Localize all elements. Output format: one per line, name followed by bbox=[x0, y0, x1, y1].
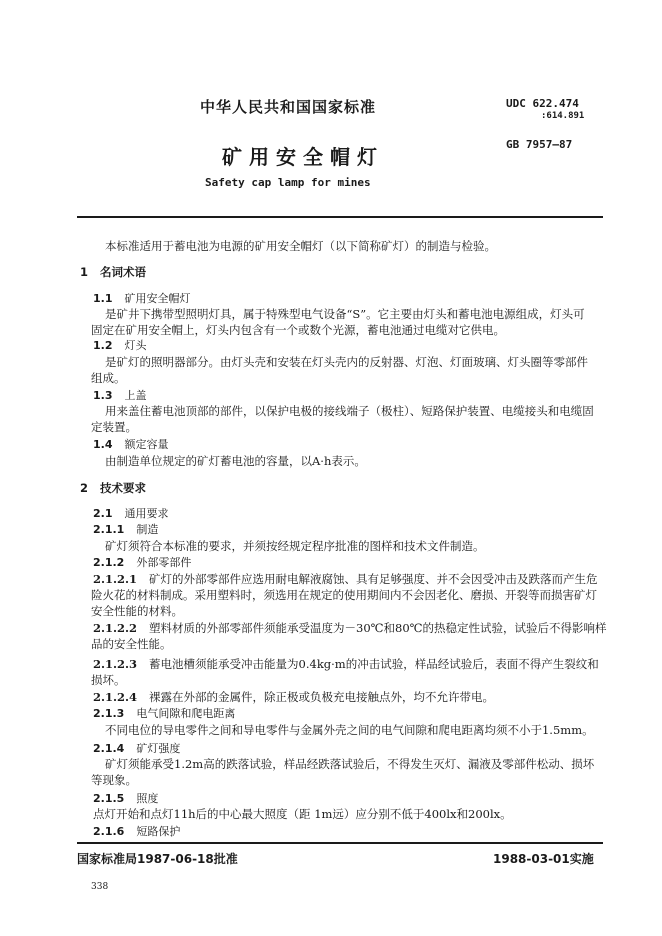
clause-1-3-line-1: 用来盖住蓄电池顶部的部件，以保护电极的接线端子（极柱）、短路保护装置、电缆接头和电缆固 bbox=[105, 404, 594, 418]
udc-code: UDC 622.474 bbox=[506, 97, 579, 110]
clause-title: 外部零部件 bbox=[136, 556, 192, 569]
clause-1-4-heading bbox=[93, 436, 169, 452]
clause-number: 2.1.5 bbox=[93, 792, 125, 805]
clause-title: 矿用安全帽灯 bbox=[124, 292, 191, 305]
header-rule bbox=[77, 216, 603, 218]
gb-number: GB 7957—87 bbox=[506, 138, 573, 151]
clause-number: 2.1.2 bbox=[93, 556, 125, 569]
section-title: 名词术语 bbox=[100, 265, 147, 279]
clause-2-1-2-2-line-1 bbox=[93, 620, 607, 636]
approval-date: 国家标准局1987-06-18批准 bbox=[77, 852, 238, 866]
clause-number: 1.1 bbox=[93, 292, 113, 305]
clause-1-1-heading bbox=[93, 290, 191, 306]
clause-number: 2.1.2.1 bbox=[93, 572, 138, 586]
clause-title: 上盖 bbox=[124, 389, 147, 402]
clause-1-3-heading bbox=[93, 387, 147, 403]
standard-name: 中华人民共和国国家标准 bbox=[200, 98, 377, 116]
clause-2-1-2-3-line-2: 损坏。 bbox=[91, 673, 126, 687]
clause-title: 额定容量 bbox=[124, 438, 169, 451]
clause-1-1-line-1: 是矿井下携带型照明灯具，属于特殊型电气设备“S”。它主要由灯头和蓄电池电源组成，灯头可 bbox=[105, 307, 585, 321]
clause-2-1-2-heading bbox=[93, 554, 191, 570]
clause-1-2-heading bbox=[93, 337, 147, 353]
clause-1-4-line-1: 由制造单位规定的矿灯蓄电池的容量，以A·h表示。 bbox=[105, 454, 366, 468]
footer-rule bbox=[77, 842, 603, 844]
clause-number: 2.1.1 bbox=[93, 523, 125, 536]
clause-1-2-line-1: 是矿灯的照明器部分。由灯头壳和安装在灯头壳内的反射器、灯泡、灯面玻璃、灯头圈等零部件 bbox=[105, 355, 588, 369]
section-number: 1 bbox=[80, 265, 89, 279]
clause-2-1-3-line-1: 不同电位的导电零件之间和导电零件与金属外壳之间的电气间隙和爬电距离均须不小于1.5mm。 bbox=[105, 723, 594, 737]
page-number: 338 bbox=[91, 882, 109, 892]
clause-2-1-2-4-line-1 bbox=[93, 689, 494, 705]
section-1-heading bbox=[80, 264, 146, 280]
clause-2-1-3-heading bbox=[93, 705, 235, 721]
clause-number: 2.1 bbox=[93, 507, 113, 520]
clause-number: 1.4 bbox=[93, 438, 113, 451]
section-title: 技术要求 bbox=[100, 481, 147, 495]
clause-2-1-4-line-2: 等现象。 bbox=[91, 773, 137, 787]
effective-date: 1988-03-01实施 bbox=[493, 852, 594, 866]
clause-title: 灯头 bbox=[124, 339, 147, 352]
clause-title: 电气间隙和爬电距离 bbox=[136, 707, 236, 720]
clause-number: 2.1.3 bbox=[93, 707, 125, 720]
document-title-en: Safety cap lamp for mines bbox=[205, 176, 371, 189]
clause-2-1-2-3-line-1 bbox=[93, 656, 599, 672]
clause-2-1-2-2-line-2: 品的安全性能。 bbox=[91, 637, 172, 651]
clause-number: 2.1.6 bbox=[93, 825, 125, 838]
intro-paragraph: 本标准适用于蓄电池为电源的矿用安全帽灯（以下简称矿灯）的制造与检验。 bbox=[105, 239, 496, 253]
clause-title: 矿灯强度 bbox=[136, 742, 181, 755]
clause-2-1-1-line-1: 矿灯须符合本标准的要求，并须按经规定程序批准的图样和技术文件制造。 bbox=[105, 539, 485, 553]
clause-2-1-5-heading bbox=[93, 790, 158, 806]
clause-number: 1.3 bbox=[93, 389, 113, 402]
clause-2-1-2-1-line-1 bbox=[93, 571, 598, 587]
clause-number: 2.1.2.2 bbox=[93, 621, 138, 635]
clause-2-1-2-1-line-3: 安全性能的材料。 bbox=[91, 604, 183, 618]
clause-1-3-line-2: 定装置。 bbox=[91, 420, 137, 434]
clause-2-1-1-heading bbox=[93, 521, 158, 537]
clause-title: 通用要求 bbox=[124, 507, 169, 520]
clause-title: 短路保护 bbox=[136, 825, 181, 838]
clause-1-2-line-2: 组成。 bbox=[91, 371, 126, 385]
clause-text: 蓄电池槽须能承受冲击能量为0.4kg·m的冲击试验，样品经试验后，表面不得产生裂纹和 bbox=[149, 657, 599, 671]
clause-2-1-4-line-1: 矿灯须能承受1.2m高的跌落试验，样品经跌落试验后，不得发生灭灯、漏液及零部件松动、损坏 bbox=[105, 757, 595, 771]
clause-text: 裸露在外部的金属件，除正极或负极充电接触点外，均不允许带电。 bbox=[149, 690, 495, 704]
document-title-cn: 矿用安全帽灯 bbox=[222, 145, 384, 169]
udc-code-continuation: :614.891 bbox=[541, 111, 585, 121]
clause-2-1-4-heading bbox=[93, 740, 180, 756]
clause-text: 塑料材质的外部零部件须能承受温度为－30℃和80℃的热稳定性试验，试验后不得影响样 bbox=[149, 621, 607, 635]
clause-title: 制造 bbox=[136, 523, 159, 536]
clause-2-1-2-1-line-2: 险火花的材料制成。采用塑料时，须选用在规定的使用期间内不会因老化、磨损、开裂等而损害矿灯 bbox=[91, 588, 597, 602]
clause-text: 矿灯的外部零部件应选用耐电解液腐蚀、具有足够强度、并不会因受冲击及跌落而产生危 bbox=[149, 572, 598, 586]
clause-number: 2.1.2.3 bbox=[93, 657, 138, 671]
section-2-heading bbox=[80, 480, 146, 496]
clause-2-1-6-heading bbox=[93, 823, 180, 839]
clause-2-1-heading bbox=[93, 505, 169, 521]
clause-2-1-5-line-1: 点灯开始和点灯11h后的中心最大照度（距 1m远）应分别不低于400lx和200lx。 bbox=[93, 807, 512, 821]
clause-number: 1.2 bbox=[93, 339, 113, 352]
section-number: 2 bbox=[80, 481, 89, 495]
clause-number: 2.1.2.4 bbox=[93, 690, 138, 704]
clause-1-1-line-2: 固定在矿用安全帽上，灯头内包含有一个或数个光源，蓄电池通过电缆对它供电。 bbox=[91, 323, 505, 337]
clause-number: 2.1.4 bbox=[93, 742, 125, 755]
clause-title: 照度 bbox=[136, 792, 159, 805]
